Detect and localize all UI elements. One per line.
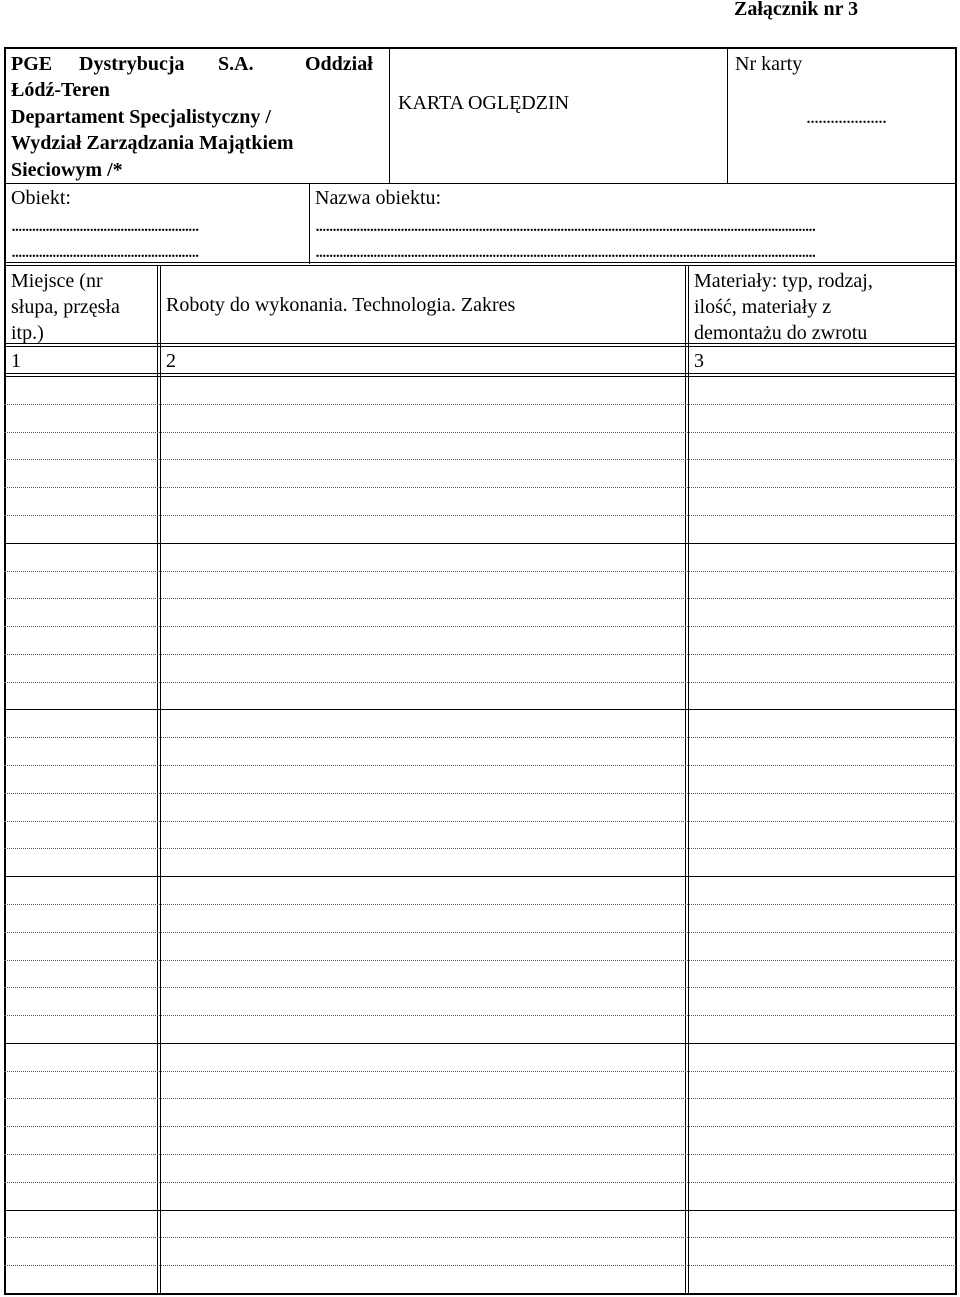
col1-header-line-3: itp.)	[11, 322, 44, 344]
object-name-field-line-2[interactable]: ...................................................................................................................................................	[315, 240, 815, 262]
table-row[interactable]	[4, 848, 956, 849]
table-row[interactable]	[4, 459, 956, 460]
table-row[interactable]	[4, 626, 956, 627]
col1-header-line-2: słupa, przęsła	[11, 296, 120, 318]
number-row-border	[4, 373, 956, 374]
table-row[interactable]	[4, 960, 956, 961]
table-col-divider-1-inner	[160, 265, 161, 1294]
col2-header: Roboty do wykonania. Technologia. Zakres	[166, 294, 516, 316]
table-row[interactable]	[4, 404, 956, 405]
table-col-divider-2	[685, 265, 686, 1294]
table-row[interactable]	[4, 1071, 956, 1072]
col3-header-line-2: ilość, materiały z	[694, 296, 832, 318]
object-label: Obiekt:	[11, 187, 71, 209]
company-name-pge: PGE	[11, 53, 53, 75]
card-number-field[interactable]: ....................	[806, 106, 886, 128]
table-row[interactable]	[4, 543, 956, 544]
frame-left-border	[4, 47, 6, 1294]
table-row[interactable]	[4, 654, 956, 655]
header-number-separator-inner	[4, 346, 956, 347]
object-divider	[309, 183, 310, 264]
number-row-border-inner	[4, 376, 956, 377]
object-field-line-1[interactable]: .......................................................	[11, 214, 199, 236]
company-name-sa: S.A.	[218, 53, 254, 75]
table-row[interactable]	[4, 709, 956, 710]
table-row[interactable]	[4, 682, 956, 683]
col1-header-line-1: Miejsce (nr	[11, 270, 103, 292]
object-name-field-line-1[interactable]: ...................................................................................................................................................	[315, 214, 815, 236]
table-row[interactable]	[4, 904, 956, 905]
company-name-oddzial: Oddział	[305, 53, 373, 75]
frame-top-border	[4, 47, 956, 49]
table-row[interactable]	[4, 1154, 956, 1155]
table-row[interactable]	[4, 1265, 956, 1266]
object-field-line-2[interactable]: .......................................................	[11, 240, 199, 262]
frame-bottom-border	[4, 1293, 957, 1295]
table-row[interactable]	[4, 1015, 956, 1016]
header-divider-right	[727, 47, 728, 183]
table-top-border-inner	[4, 265, 956, 266]
table-row[interactable]	[4, 515, 956, 516]
company-name-dystrybucja: Dystrybucja	[79, 53, 185, 75]
table-row[interactable]	[4, 1043, 956, 1044]
col3-header-line-1: Materiały: typ, rodzaj,	[694, 270, 873, 292]
table-row[interactable]	[4, 1126, 956, 1127]
col3-number: 3	[694, 350, 704, 372]
table-row[interactable]	[4, 793, 956, 794]
table-row[interactable]	[4, 487, 956, 488]
department-line: Departament Specjalistyczny /	[11, 106, 271, 128]
table-row[interactable]	[4, 1237, 956, 1238]
annex-label: Załącznik nr 3	[734, 0, 859, 20]
table-row[interactable]	[4, 432, 956, 433]
table-row[interactable]	[4, 932, 956, 933]
header-bottom-border	[4, 183, 956, 184]
table-row[interactable]	[4, 571, 956, 572]
division-line-1: Wydział Zarządzania Majątkiem	[11, 132, 294, 154]
table-row[interactable]	[4, 765, 956, 766]
table-top-border	[4, 262, 956, 263]
table-col-divider-1	[157, 265, 158, 1294]
table-row[interactable]	[4, 987, 956, 988]
table-row[interactable]	[4, 821, 956, 822]
object-name-label: Nazwa obiektu:	[315, 187, 442, 209]
card-number-label: Nr karty	[735, 53, 803, 75]
header-number-separator	[4, 343, 956, 344]
col3-header-line-3: demontażu do zwrotu	[694, 322, 868, 344]
frame-right-border	[955, 47, 957, 1294]
table-row[interactable]	[4, 1182, 956, 1183]
card-title: KARTA OGLĘDZIN	[398, 92, 570, 114]
table-row[interactable]	[4, 737, 956, 738]
table-col-divider-2-inner	[688, 265, 689, 1294]
table-row[interactable]	[4, 598, 956, 599]
table-row[interactable]	[4, 1210, 956, 1211]
table-row[interactable]	[4, 1098, 956, 1099]
col1-number: 1	[11, 350, 21, 372]
table-row[interactable]	[4, 876, 956, 877]
company-branch: Łódź-Teren	[11, 79, 110, 101]
header-divider-left	[389, 47, 390, 183]
division-line-2: Sieciowym /*	[11, 159, 123, 181]
col2-number: 2	[166, 350, 176, 372]
